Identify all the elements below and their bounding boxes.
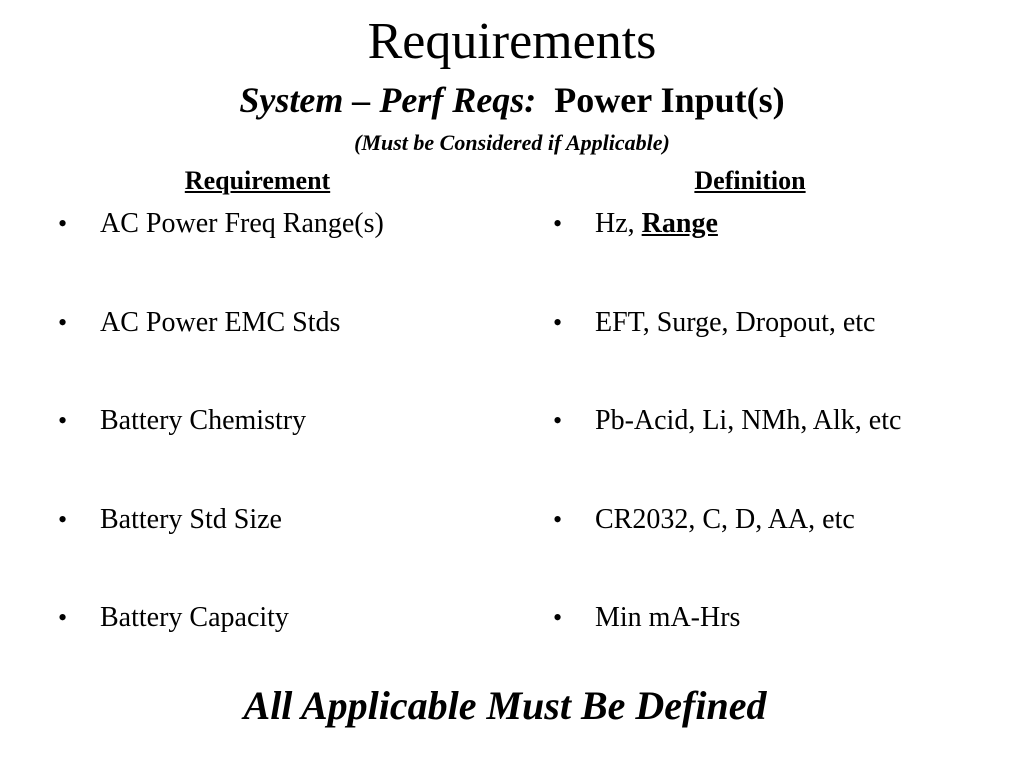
definition-item (553, 402, 1013, 501)
slide-title: Requirements (367, 13, 657, 70)
definition-item (553, 304, 1013, 403)
definition-text: EFT, Surge, Dropout, etc (595, 306, 876, 338)
requirement-column-header: Requirement (184, 166, 331, 195)
definition-item (553, 501, 1013, 600)
definition-item (553, 205, 1013, 304)
applicability-note: (Must be Considered if Applicable) (354, 130, 670, 155)
requirement-item (58, 402, 518, 501)
definition-column-header: Definition (694, 166, 806, 195)
bullet-icon: • (553, 209, 563, 238)
bullet-icon: • (553, 504, 563, 534)
requirement-item (58, 501, 518, 600)
definition-list (553, 205, 1013, 698)
bullet-icon: • (553, 603, 563, 632)
requirement-item (58, 205, 518, 304)
definition-text: CR2032, C, D, AA, etc (595, 503, 855, 535)
definition-emphasis: Range (641, 208, 718, 239)
requirement-item (58, 304, 518, 403)
bullet-icon: • (553, 307, 563, 337)
requirement-text: AC Power Freq Range(s) (100, 208, 384, 239)
bullet-icon: • (58, 209, 68, 238)
subtitle-italic-part: System – Perf Reqs: (239, 80, 537, 120)
bullet-icon: • (553, 406, 563, 435)
bullet-icon: • (58, 307, 68, 337)
definition-text: Pb-Acid, Li, NMh, Alk, etc (595, 405, 902, 436)
slide-subtitle (0, 78, 1024, 122)
requirement-list (58, 205, 518, 698)
subtitle-plain-part: Power Input(s) (554, 80, 785, 120)
bullet-icon: • (58, 406, 68, 435)
requirement-text: Battery Capacity (100, 602, 289, 633)
definition-text-plain: Hz, (595, 208, 642, 239)
footer-statement: All Applicable Must Be Defined (243, 683, 767, 728)
definition-text: Min mA-Hrs (595, 602, 741, 633)
requirement-text: Battery Std Size (100, 503, 282, 535)
bullet-icon: • (58, 603, 68, 632)
requirement-text: Battery Chemistry (100, 405, 307, 436)
definition-text (595, 205, 718, 243)
bullet-icon: • (58, 504, 68, 534)
requirement-text: AC Power EMC Stds (100, 306, 341, 338)
